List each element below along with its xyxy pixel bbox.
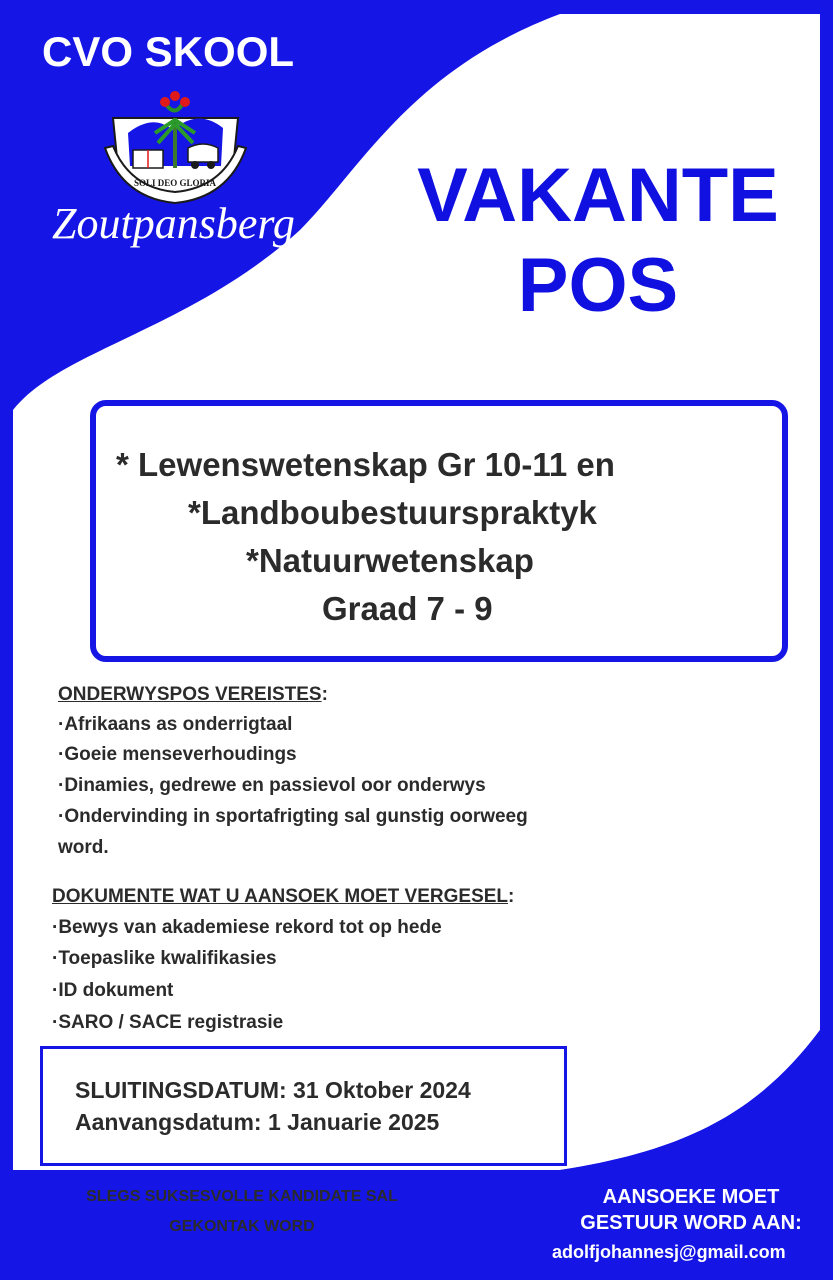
document-item: ·Toepaslike kwalifikasies xyxy=(52,948,277,969)
requirements-heading-colon: : xyxy=(321,684,328,705)
requirement-item: ·Afrikaans as onderrigtaal xyxy=(58,714,293,735)
headline-vakante: VAKANTE xyxy=(417,153,779,238)
requirement-item: word. xyxy=(58,837,109,858)
position-line: *Natuurwetenskap xyxy=(246,542,534,579)
start-date: Aanvangsdatum: 1 Januarie 2025 xyxy=(75,1109,440,1135)
school-crest-logo xyxy=(103,88,248,216)
apply-line1: AANSOEKE MOET xyxy=(602,1186,780,1208)
requirement-item: ·Ondervinding in sportafrigting sal gunstig oorweeg xyxy=(58,806,528,827)
school-script-name: Zoutpansberg xyxy=(52,199,295,248)
document-item: ·Bewys van akademiese rekord tot op hede xyxy=(52,917,442,938)
requirement-item: ·Dinamies, gedrewe en passievol oor onderwys xyxy=(58,775,486,796)
documents-heading-text: DOKUMENTE WAT U AANSOEK MOET VERGESEL xyxy=(52,886,509,907)
apply-email-link[interactable]: adolfjohannesj@gmail.com xyxy=(552,1242,786,1262)
documents-heading xyxy=(52,886,514,908)
school-name: CVO SKOOL xyxy=(42,28,295,75)
positions-box xyxy=(90,400,788,662)
requirement-item: ·Goeie menseverhoudings xyxy=(58,744,297,765)
documents-heading-colon: : xyxy=(508,886,515,907)
contact-note-line2: GEKONTAK WORD xyxy=(169,1218,315,1235)
contact-note-line1: SLEGS SUKSESVOLLE KANDIDATE SAL xyxy=(86,1188,398,1205)
position-line: *Landboubestuurspraktyk xyxy=(188,494,597,531)
document-item: ·ID dokument xyxy=(52,980,174,1001)
headline-pos: POS xyxy=(517,243,679,328)
apply-line2: GESTUUR WORD AAN: xyxy=(580,1212,802,1234)
position-line: * Lewenswetenskap Gr 10-11 en xyxy=(116,446,615,483)
requirements-heading xyxy=(58,684,328,706)
dates-box xyxy=(40,1046,567,1166)
position-line: Graad 7 - 9 xyxy=(322,590,493,627)
requirements-heading-text: ONDERWYSPOS VEREISTES xyxy=(58,684,322,705)
document-item: ·SARO / SACE registrasie xyxy=(52,1012,284,1033)
crest-motto: SOLI DEO GLORIA xyxy=(133,178,217,188)
closing-date: SLUITINGSDATUM: 31 Oktober 2024 xyxy=(75,1077,471,1103)
